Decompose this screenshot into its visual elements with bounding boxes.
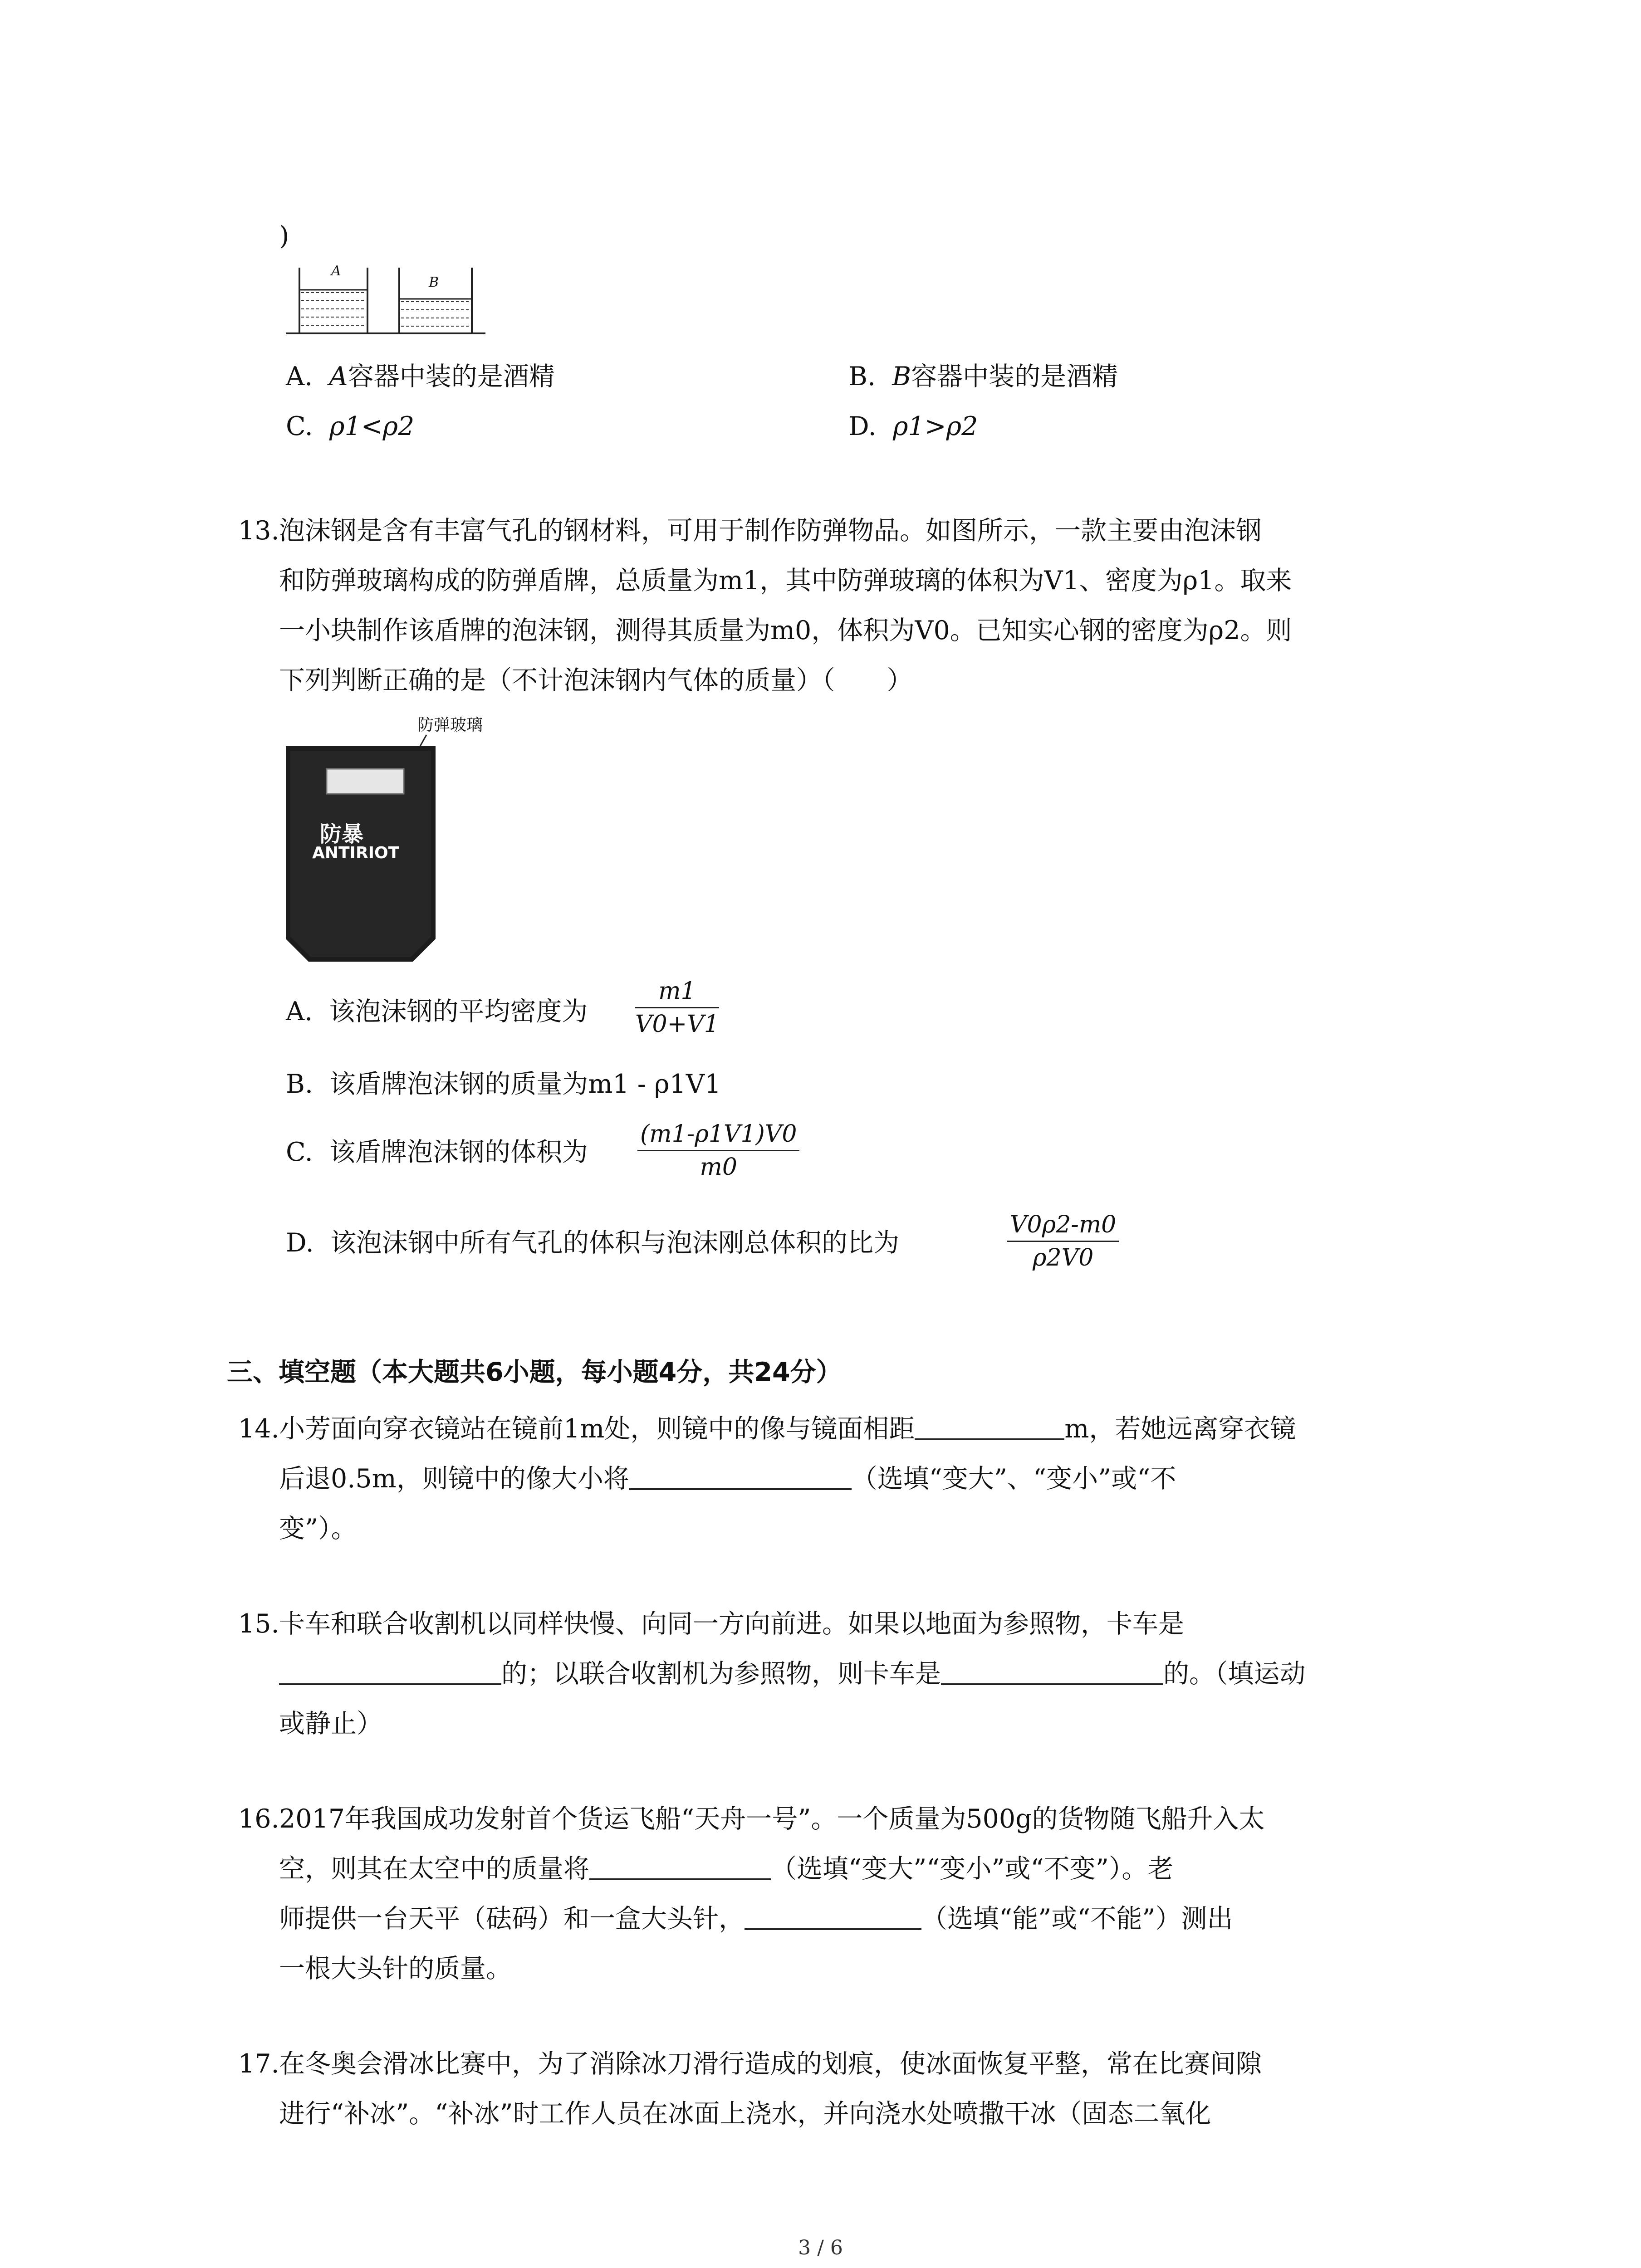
q14-blank-2[interactable] xyxy=(629,1484,852,1490)
q13-option-a: A. 该泡沫钢的平均密度为 xyxy=(286,997,588,1026)
q13-option-b: B. 该盾牌泡沫钢的质量为m1 - ρ1V1 xyxy=(286,1069,721,1099)
q14-blank-1[interactable] xyxy=(915,1434,1064,1440)
q15-blank-1[interactable] xyxy=(279,1679,501,1685)
q14-line-2: 后退0.5m，则镜中的像大小将 （选填“变大”、“变小”或“不 xyxy=(279,1464,1176,1494)
shield-text-cn: 防暴 xyxy=(320,821,364,847)
section-3-title: 三、填空题（本大题共6小题，每小题4分，共24分） xyxy=(227,1357,842,1387)
q15-line-1: 卡车和联合收割机以同样快慢、向同一方向前进。如果以地面为参照物，卡车是 xyxy=(279,1609,1184,1639)
q13-option-d-fraction: $\frac{V0\rho 2-m0}{\rho 2V0}$ xyxy=(1007,1209,1119,1274)
shield-image xyxy=(281,712,581,966)
q13-option-c: C. 该盾牌泡沫钢的体积为 xyxy=(286,1137,588,1167)
q12-paren-close: ) xyxy=(279,221,289,251)
q15-blank-2[interactable] xyxy=(941,1679,1163,1685)
q12-option-d: D. ρ1>ρ2 xyxy=(848,411,978,441)
fig-label-b: B xyxy=(429,274,439,290)
q15-line-2: 的；以联合收割机为参照物，则卡车是 的。（填运动 xyxy=(279,1651,1306,1696)
q12-option-c: C. ρ1<ρ2 xyxy=(286,411,415,441)
q17-line-1: 在冬奥会滑冰比赛中，为了消除冰刀滑行造成的划痕，使冰面恢复平整，常在比赛间隙 xyxy=(279,2049,1262,2079)
shield-text-en: ANTIRIOT xyxy=(312,844,400,862)
q14-line-1: 小芳面向穿衣镜站在镜前1m处，则镜中的像与镜面相距 m，若她远离穿衣镜 xyxy=(279,1414,1296,1444)
q13-line-1: 泡沫钢是含有丰富气孔的钢材料，可用于制作防弹物品。如图所示，一款主要由泡沫钢 xyxy=(279,516,1262,546)
image-callout-label: 防弹玻璃 xyxy=(417,716,483,734)
fig-label-a: A xyxy=(331,263,341,279)
q12-option-a: A. A容器中装的是酒精 xyxy=(286,362,555,391)
q16-line-4: 一根大头针的质量。 xyxy=(279,1954,512,1984)
q14-line-3: 变”）。 xyxy=(279,1514,357,1544)
q16-blank-2[interactable] xyxy=(745,1924,921,1930)
q17-line-2: 进行“补冰”。“补冰”时工作人员在冰面上浇水，并向浇水处喷撒干冰（固态二氧化 xyxy=(279,2099,1211,2129)
q15-number: 15. xyxy=(238,1609,279,1639)
q12-containers-figure xyxy=(281,261,490,342)
q14-number: 14. xyxy=(238,1414,279,1444)
q13-option-a-fraction: $\frac{m1}{V0+V1}$ xyxy=(635,975,719,1040)
page-number: 3 / 6 xyxy=(798,2236,843,2259)
q15-line-3: 或静止） xyxy=(279,1709,382,1739)
q13-line-2: 和防弹玻璃构成的防弹盾牌，总质量为m1，其中防弹玻璃的体积为V1、密度为ρ1。取来 xyxy=(279,566,1292,596)
q16-blank-1[interactable] xyxy=(589,1874,771,1880)
q16-number: 16. xyxy=(238,1804,279,1834)
q16-line-3: 师提供一台天平（砝码）和一盒大头针， （选填“能”或“不能”）测出 xyxy=(279,1904,1233,1934)
q13-number: 13. xyxy=(238,516,279,546)
q13-line-4: 下列判断正确的是（不计泡沫钢内气体的质量）（ ） xyxy=(279,665,913,695)
q16-line-2: 空，则其在太空中的质量将 （选填“变大”“变小”或“不变”）。老 xyxy=(279,1854,1174,1884)
q16-line-1: 2017年我国成功发射首个货运飞船“天舟一号”。一个质量为500g的货物随飞船升入太 xyxy=(279,1804,1265,1834)
q17-number: 17. xyxy=(238,2049,279,2079)
q13-option-d: D. 该泡沫钢中所有气孔的体积与泡沫刚总体积的比为 xyxy=(286,1228,900,1258)
q13-line-3: 一小块制作该盾牌的泡沫钢，测得其质量为m0，体积为V0。已知实心钢的密度为ρ2。则 xyxy=(279,616,1292,645)
q12-option-b: B. B容器中装的是酒精 xyxy=(848,362,1118,391)
q13-option-c-fraction: $\frac{(m1-\rho 1V1)V0}{m0}$ xyxy=(637,1118,799,1183)
